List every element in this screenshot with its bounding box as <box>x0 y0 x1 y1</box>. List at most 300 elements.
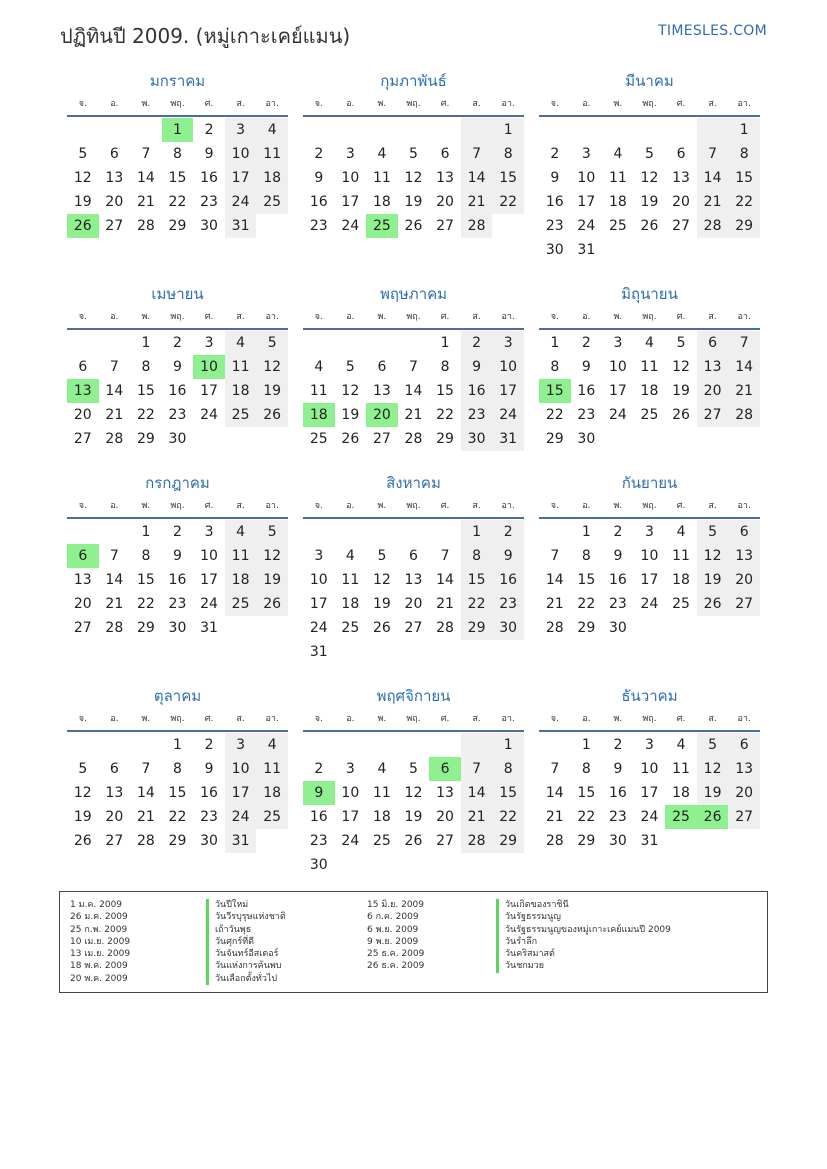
weeks <box>539 331 760 451</box>
day-cell: 8 <box>173 761 182 777</box>
day-cell: 23 <box>168 407 187 423</box>
day-cell: 22 <box>436 407 454 423</box>
day-cell: 17 <box>225 166 257 190</box>
day-cell: 2 <box>461 331 493 355</box>
weekday-label: จ. <box>78 312 87 322</box>
empty-day-cell <box>665 118 697 142</box>
legend-date: 25 ธ.ค. 2009 <box>367 949 425 960</box>
day-cell: 23 <box>200 809 218 825</box>
legend-date: 1 ม.ค. 2009 <box>70 900 123 910</box>
empty-day-cell <box>429 520 461 544</box>
day-cell: 23 <box>461 403 493 427</box>
day-cell: 28 <box>404 431 423 447</box>
day-cell: 28 <box>545 620 564 636</box>
week-row <box>303 757 524 781</box>
day-cell: 20 <box>105 194 124 210</box>
day-cell: 3 <box>345 146 355 162</box>
day-cell: 20 <box>436 809 454 825</box>
day-cell: 30 <box>168 431 187 447</box>
day-cell: 11 <box>608 170 627 186</box>
day-cell: 29 <box>728 214 760 238</box>
week-row <box>67 142 288 166</box>
month-name: กันยายน <box>621 474 678 492</box>
day-cell: 2 <box>613 524 623 540</box>
day-cell: 26 <box>341 431 360 447</box>
day-cell: 8 <box>173 146 182 162</box>
day-cell: 24 <box>309 620 328 636</box>
weekday-label: จ. <box>550 501 559 511</box>
day-cell: 2 <box>314 761 324 777</box>
day-cell: 11 <box>225 355 257 379</box>
day-cell: 17 <box>577 194 596 210</box>
weekday-label: พ. <box>141 312 151 322</box>
weeks <box>303 520 524 664</box>
empty-day-cell <box>665 616 697 640</box>
empty-day-cell <box>461 853 493 877</box>
weekday-label: พ. <box>377 714 387 724</box>
day-cell: 30 <box>200 218 218 234</box>
empty-day-cell <box>602 118 634 142</box>
day-cell: 20 <box>728 568 760 592</box>
week-row <box>303 427 524 451</box>
day-cell: 5 <box>345 359 355 375</box>
weekday-label: ศ. <box>676 99 686 109</box>
day-cell: 16 <box>200 785 218 801</box>
day-cell: 30 <box>309 857 328 873</box>
day-cell: 12 <box>697 757 729 781</box>
weekday-label: อ. <box>346 714 355 724</box>
day-cell: 19 <box>404 194 423 210</box>
day-cell: 12 <box>672 359 690 375</box>
empty-day-cell <box>634 427 666 451</box>
month-name: มกราคม <box>149 72 206 90</box>
day-cell: 3 <box>492 331 524 355</box>
day-cell: 18 <box>256 166 288 190</box>
month-name: เมษายน <box>151 285 204 303</box>
day-cell: 12 <box>341 383 360 399</box>
day-cell: 3 <box>345 761 355 777</box>
day-cell: 18 <box>225 379 257 403</box>
weeks <box>539 520 760 640</box>
day-cell: 20 <box>404 596 423 612</box>
day-cell: 1 <box>728 118 760 142</box>
day-cell: 9 <box>173 548 182 564</box>
weekday-header <box>303 711 524 727</box>
weekday-label: พ. <box>377 312 387 322</box>
header-rule <box>539 730 760 732</box>
day-cell: 15 <box>492 781 524 805</box>
weekday-label: ศ. <box>204 501 214 511</box>
week-row <box>67 166 288 190</box>
day-cell: 26 <box>256 403 288 427</box>
week-row <box>303 214 524 238</box>
day-cell: 7 <box>697 142 729 166</box>
day-cell: 1 <box>440 335 450 351</box>
day-cell: 31 <box>492 427 524 451</box>
weekday-header <box>539 309 760 325</box>
day-cell: 10 <box>341 785 360 801</box>
legend-date: 25 ก.พ. 2009 <box>70 924 128 935</box>
day-cell: 29 <box>461 616 493 640</box>
weekday-label: อ. <box>110 714 119 724</box>
weekday-label: อา. <box>501 312 515 322</box>
weekday-label: จ. <box>314 99 323 109</box>
day-cell: 3 <box>645 737 654 753</box>
month-name: พฤษภาคม <box>379 285 448 303</box>
weekday-label: พ. <box>613 714 623 724</box>
day-cell: 12 <box>256 355 288 379</box>
day-cell: 17 <box>640 785 659 801</box>
weekday-label: อา. <box>737 312 751 322</box>
day-cell: 16 <box>168 572 187 588</box>
day-cell: 6 <box>78 359 88 375</box>
holiday-day-cell: 1 <box>162 118 194 142</box>
empty-day-cell <box>335 331 367 355</box>
day-cell: 2 <box>314 146 324 162</box>
weekday-label: พฤ. <box>406 501 421 511</box>
day-cell: 13 <box>436 785 454 801</box>
day-cell: 24 <box>341 218 360 234</box>
week-row <box>539 142 760 166</box>
day-cell: 27 <box>728 592 760 616</box>
day-cell: 28 <box>105 431 124 447</box>
day-cell: 5 <box>78 146 88 162</box>
weekday-label: อ. <box>346 99 355 109</box>
day-cell: 13 <box>73 572 92 588</box>
day-cell: 27 <box>105 833 124 849</box>
day-cell: 26 <box>404 218 423 234</box>
weekday-label: ศ. <box>676 714 686 724</box>
day-cell: 15 <box>168 785 187 801</box>
day-cell: 13 <box>404 572 423 588</box>
day-cell: 5 <box>409 146 418 162</box>
day-cell: 24 <box>640 596 659 612</box>
holiday-day-cell: 6 <box>429 757 461 781</box>
day-cell: 10 <box>608 359 627 375</box>
legend-right-names <box>496 899 671 973</box>
day-cell: 12 <box>372 572 391 588</box>
week-row <box>539 379 760 403</box>
day-cell: 21 <box>461 190 493 214</box>
day-cell: 21 <box>461 805 493 829</box>
day-cell: 14 <box>728 355 760 379</box>
weekday-label: พ. <box>613 501 623 511</box>
day-cell: 15 <box>577 785 596 801</box>
weekday-label: พ. <box>377 501 387 511</box>
week-row <box>303 331 524 355</box>
day-cell: 4 <box>613 146 623 162</box>
weekday-label: พฤ. <box>170 501 185 511</box>
day-cell: 18 <box>608 194 627 210</box>
day-cell: 14 <box>545 572 564 588</box>
empty-day-cell <box>697 118 729 142</box>
day-cell: 13 <box>728 544 760 568</box>
legend-holiday-name: วันคริสมาสต์ <box>496 948 671 960</box>
day-cell: 19 <box>672 383 690 399</box>
week-row <box>539 757 760 781</box>
day-cell: 8 <box>141 548 151 564</box>
weekday-label: ศ. <box>204 99 214 109</box>
day-cell: 10 <box>309 572 328 588</box>
day-cell: 28 <box>545 833 564 849</box>
empty-day-cell <box>602 238 634 262</box>
empty-day-cell <box>303 331 335 355</box>
legend-date: 15 มิ.ย. 2009 <box>367 900 425 910</box>
day-cell: 22 <box>492 805 524 829</box>
day-cell: 6 <box>728 520 760 544</box>
week-row <box>67 190 288 214</box>
holiday-day-cell: 13 <box>67 379 99 403</box>
day-cell: 8 <box>440 359 450 375</box>
empty-day-cell <box>67 520 99 544</box>
day-cell: 16 <box>577 383 596 399</box>
weekday-label: จ. <box>314 714 323 724</box>
day-cell: 14 <box>404 383 423 399</box>
empty-day-cell <box>728 427 760 451</box>
holiday-day-cell: 26 <box>67 214 99 238</box>
weekday-label: อ. <box>110 501 119 511</box>
day-cell: 21 <box>105 407 124 423</box>
day-cell: 9 <box>204 146 214 162</box>
legend-date: 26 ม.ค. 2009 <box>70 912 128 923</box>
empty-day-cell <box>335 520 367 544</box>
day-cell: 31 <box>200 620 218 636</box>
site-link[interactable]: TIMESLES.COM <box>658 23 767 39</box>
week-row <box>67 568 288 592</box>
day-cell: 18 <box>256 781 288 805</box>
weekday-header <box>67 498 288 514</box>
empty-day-cell <box>366 520 398 544</box>
weeks <box>67 520 288 640</box>
empty-day-cell <box>697 616 729 640</box>
day-cell: 29 <box>577 620 596 636</box>
day-cell: 15 <box>436 383 454 399</box>
day-cell: 2 <box>581 335 591 351</box>
day-cell: 1 <box>581 737 591 753</box>
day-cell: 4 <box>314 359 324 375</box>
empty-day-cell <box>225 616 257 640</box>
week-row <box>303 805 524 829</box>
day-cell: 23 <box>200 194 218 210</box>
weeks <box>67 118 288 238</box>
day-cell: 10 <box>225 142 257 166</box>
weekday-label: อ. <box>110 99 119 109</box>
day-cell: 3 <box>645 524 654 540</box>
day-cell: 13 <box>436 170 454 186</box>
month-name: ธันวาคม <box>621 687 678 705</box>
week-row <box>67 829 288 853</box>
day-cell: 10 <box>577 170 596 186</box>
day-cell: 17 <box>200 572 218 588</box>
weekday-label: พ. <box>613 312 623 322</box>
day-cell: 14 <box>697 166 729 190</box>
day-cell: 4 <box>377 146 387 162</box>
month-calendar <box>539 472 760 640</box>
empty-day-cell <box>398 118 430 142</box>
legend-holiday-name: เถ้าวันพุธ <box>206 924 286 936</box>
empty-day-cell <box>429 640 461 664</box>
empty-day-cell <box>398 331 430 355</box>
empty-day-cell <box>335 640 367 664</box>
week-row <box>67 592 288 616</box>
day-cell: 5 <box>78 761 88 777</box>
day-cell: 30 <box>608 833 627 849</box>
day-cell: 7 <box>409 359 418 375</box>
day-cell: 30 <box>577 431 596 447</box>
day-cell: 14 <box>136 785 155 801</box>
day-cell: 11 <box>672 761 690 777</box>
legend-left-names <box>206 899 286 985</box>
day-cell: 26 <box>256 592 288 616</box>
week-row <box>303 640 524 664</box>
empty-day-cell <box>256 616 288 640</box>
day-cell: 1 <box>550 335 560 351</box>
day-cell: 14 <box>545 785 564 801</box>
weekday-label: ส. <box>472 99 481 109</box>
day-cell: 7 <box>440 548 450 564</box>
day-cell: 8 <box>550 359 560 375</box>
month-calendar <box>303 685 524 877</box>
day-cell: 20 <box>105 809 124 825</box>
day-cell: 17 <box>492 379 524 403</box>
holiday-day-cell: 25 <box>366 214 398 238</box>
day-cell: 10 <box>640 761 659 777</box>
weekday-label: จ. <box>314 312 323 322</box>
day-cell: 2 <box>492 520 524 544</box>
legend-date: 9 พ.ย. 2009 <box>367 936 419 947</box>
weekday-label: พฤ. <box>642 312 657 322</box>
day-cell: 24 <box>225 805 257 829</box>
day-cell: 22 <box>136 596 155 612</box>
empty-day-cell <box>492 853 524 877</box>
day-cell: 19 <box>697 568 729 592</box>
week-row <box>67 118 288 142</box>
empty-day-cell <box>461 733 493 757</box>
week-row <box>539 829 760 853</box>
week-row <box>67 427 288 451</box>
legend-holiday-name: วันรำลึก <box>496 936 671 948</box>
weekday-label: พฤ. <box>170 312 185 322</box>
day-cell: 15 <box>136 572 155 588</box>
holiday-legend <box>59 891 768 993</box>
day-cell: 25 <box>640 407 659 423</box>
day-cell: 30 <box>608 620 627 636</box>
day-cell: 31 <box>577 242 596 258</box>
weekday-label: ส. <box>236 501 245 511</box>
day-cell: 4 <box>225 520 257 544</box>
day-cell: 7 <box>109 359 119 375</box>
empty-day-cell <box>539 733 571 757</box>
day-cell: 18 <box>225 568 257 592</box>
day-cell: 9 <box>550 170 560 186</box>
week-row <box>303 166 524 190</box>
week-row <box>539 355 760 379</box>
day-cell: 20 <box>672 194 690 210</box>
day-cell: 21 <box>436 596 454 612</box>
weekday-header <box>539 96 760 112</box>
weekday-label: ส. <box>236 714 245 724</box>
day-cell: 13 <box>105 785 124 801</box>
day-cell: 24 <box>200 407 218 423</box>
day-cell: 19 <box>404 809 423 825</box>
day-cell: 17 <box>309 596 328 612</box>
day-cell: 8 <box>461 544 493 568</box>
day-cell: 21 <box>728 379 760 403</box>
day-cell: 27 <box>436 218 454 234</box>
week-row <box>67 733 288 757</box>
day-cell: 3 <box>225 118 257 142</box>
empty-day-cell <box>225 427 257 451</box>
day-cell: 9 <box>314 170 324 186</box>
day-cell: 9 <box>173 359 182 375</box>
day-cell: 23 <box>492 592 524 616</box>
day-cell: 6 <box>697 331 729 355</box>
day-cell: 30 <box>545 242 564 258</box>
empty-day-cell <box>366 640 398 664</box>
day-cell: 12 <box>640 170 659 186</box>
header-rule <box>67 328 288 330</box>
day-cell: 13 <box>697 355 729 379</box>
month-name: สิงหาคม <box>386 474 441 492</box>
day-cell: 17 <box>640 572 659 588</box>
day-cell: 26 <box>697 592 729 616</box>
empty-day-cell <box>366 331 398 355</box>
month-name: กรกฎาคม <box>145 474 210 492</box>
empty-day-cell <box>256 427 288 451</box>
week-row <box>303 403 524 427</box>
day-cell: 30 <box>492 616 524 640</box>
weekday-label: อา. <box>265 312 279 322</box>
month-calendar <box>67 283 288 451</box>
weekday-label: พฤ. <box>642 99 657 109</box>
day-cell: 3 <box>204 524 214 540</box>
holiday-day-cell: 25 <box>665 805 697 829</box>
month-calendar <box>303 472 524 664</box>
legend-holiday-name: วันรัฐธรรมนูญ <box>496 911 671 923</box>
day-cell: 3 <box>225 733 257 757</box>
day-cell: 6 <box>440 146 450 162</box>
empty-day-cell <box>539 118 571 142</box>
weekday-label: จ. <box>78 501 87 511</box>
week-row <box>303 733 524 757</box>
header-rule <box>303 115 524 117</box>
weekday-label: ศ. <box>440 99 450 109</box>
legend-holiday-name: วันชกมวย <box>496 960 671 972</box>
week-row <box>303 781 524 805</box>
day-cell: 2 <box>204 122 214 138</box>
day-cell: 5 <box>645 146 654 162</box>
day-cell: 1 <box>173 737 182 753</box>
day-cell: 11 <box>341 572 360 588</box>
weekday-label: ศ. <box>440 714 450 724</box>
day-cell: 20 <box>73 407 92 423</box>
day-cell: 21 <box>545 596 564 612</box>
day-cell: 30 <box>168 620 187 636</box>
day-cell: 15 <box>492 166 524 190</box>
legend-date: 26 ธ.ค. 2009 <box>367 961 425 972</box>
week-row <box>539 118 760 142</box>
day-cell: 5 <box>697 520 729 544</box>
week-row <box>303 355 524 379</box>
week-row <box>539 781 760 805</box>
day-cell: 29 <box>136 431 155 447</box>
day-cell: 7 <box>550 548 560 564</box>
day-cell: 21 <box>105 596 124 612</box>
day-cell: 6 <box>728 733 760 757</box>
day-cell: 2 <box>173 524 182 540</box>
day-cell: 25 <box>256 805 288 829</box>
legend-date: 13 เม.ย. 2009 <box>70 949 131 960</box>
